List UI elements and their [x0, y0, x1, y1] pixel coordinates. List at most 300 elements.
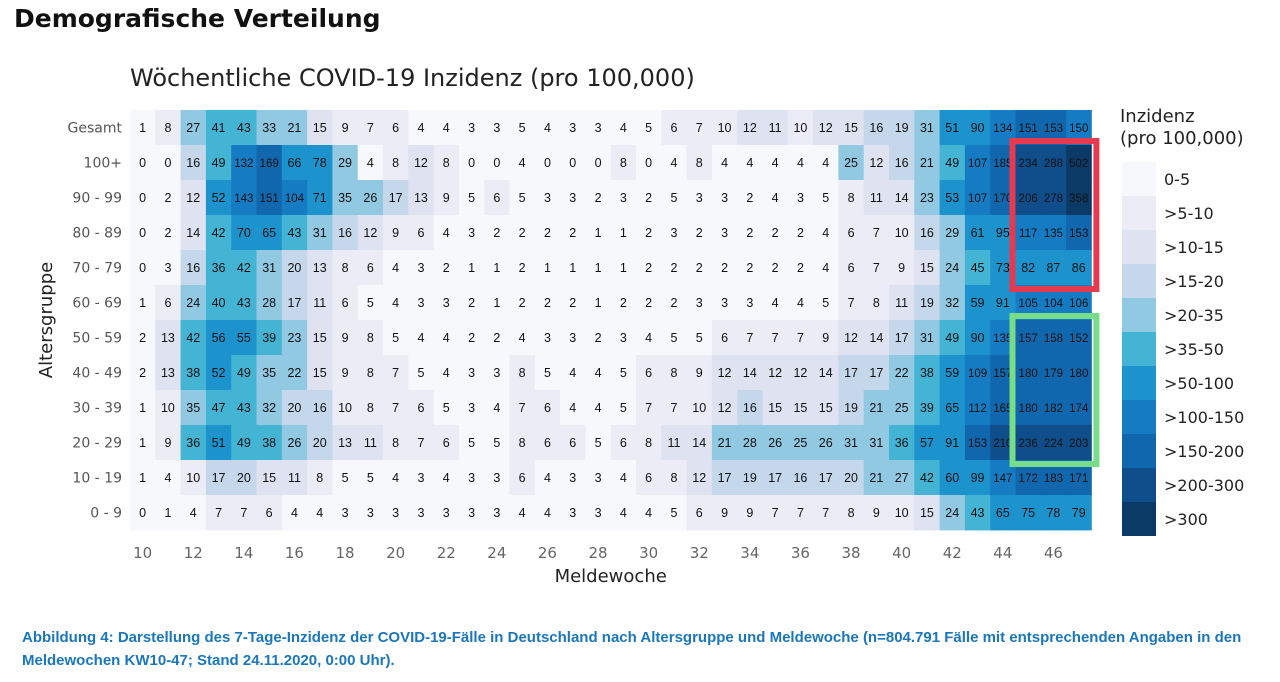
cell-value-label: 0 — [139, 156, 147, 170]
cell-value-label: 70 — [236, 226, 251, 240]
legend-label: >50-100 — [1164, 374, 1235, 393]
cell-value-label: 38 — [919, 366, 934, 380]
cell-value-label: 150 — [1069, 123, 1089, 135]
cell-value-label: 4 — [822, 226, 830, 240]
cell-value-label: 3 — [366, 506, 374, 520]
legend-label: >300 — [1164, 510, 1208, 529]
cell-value-label: 147 — [993, 473, 1013, 485]
cell-value-label: 7 — [746, 331, 754, 345]
cell-value-label: 0 — [468, 156, 476, 170]
cell-value-label: 15 — [793, 401, 808, 415]
cell-value-label: 19 — [844, 401, 859, 415]
cell-value-label: 43 — [287, 226, 302, 240]
cell-value-label: 3 — [468, 226, 476, 240]
cell-value-label: 31 — [869, 436, 884, 450]
cell-value-label: 4 — [619, 506, 627, 520]
cell-value-label: 9 — [721, 506, 729, 520]
cell-value-label: 12 — [818, 121, 833, 135]
cell-value-label: 4 — [619, 471, 627, 485]
cell-value-label: 35 — [262, 366, 277, 380]
cell-value-label: 15 — [312, 331, 327, 345]
x-tick-label: 22 — [436, 544, 456, 562]
cell-value-label: 21 — [869, 471, 884, 485]
legend-swatch — [1122, 196, 1156, 230]
cell-value-label: 53 — [945, 191, 960, 205]
cell-value-label: 9 — [341, 331, 349, 345]
cell-value-label: 3 — [493, 366, 501, 380]
cell-value-label: 2 — [139, 366, 147, 380]
cell-value-label: 9 — [164, 436, 172, 450]
cell-value-label: 1 — [594, 261, 602, 275]
cell-value-label: 3 — [468, 471, 476, 485]
cell-value-label: 9 — [898, 261, 906, 275]
legend-swatch — [1122, 162, 1156, 196]
cell-value-label: 5 — [543, 366, 551, 380]
cell-value-label: 4 — [796, 156, 804, 170]
y-tick-label: 10 - 19 — [72, 470, 122, 487]
cell-value-label: 8 — [619, 156, 627, 170]
cell-value-label: 4 — [316, 506, 324, 520]
cell-value-label: 23 — [287, 331, 302, 345]
cell-value-label: 39 — [919, 401, 934, 415]
y-tick-label: 20 - 29 — [72, 435, 122, 452]
cell-value-label: 4 — [619, 121, 627, 135]
cell-value-label: 2 — [670, 261, 678, 275]
cell-value-label: 1 — [493, 296, 501, 310]
cell-value-label: 12 — [717, 401, 732, 415]
cell-value-label: 151 — [259, 193, 279, 205]
cell-value-label: 7 — [872, 261, 880, 275]
cell-value-label: 42 — [211, 226, 226, 240]
cell-value-label: 12 — [692, 471, 707, 485]
cell-value-label: 4 — [746, 156, 754, 170]
cell-value-label: 15 — [919, 261, 934, 275]
cell-value-label: 2 — [746, 191, 754, 205]
cell-value-label: 39 — [262, 331, 277, 345]
cell-value-label: 179 — [1043, 368, 1064, 380]
cell-value-label: 12 — [186, 191, 201, 205]
cell-value-label: 4 — [189, 506, 197, 520]
cell-value-label: 5 — [366, 296, 374, 310]
cell-value-label: 66 — [287, 156, 302, 170]
cell-value-label: 5 — [417, 366, 425, 380]
cell-value-label: 5 — [822, 191, 830, 205]
cell-value-label: 12 — [742, 121, 757, 135]
cell-value-label: 6 — [392, 121, 400, 135]
cell-value-label: 8 — [670, 471, 678, 485]
cell-value-label: 8 — [847, 191, 855, 205]
cell-value-label: 203 — [1069, 438, 1089, 450]
cell-value-label: 6 — [619, 436, 627, 450]
cell-value-label: 2 — [594, 191, 602, 205]
cell-value-label: 29 — [338, 156, 353, 170]
cell-value-label: 5 — [518, 121, 526, 135]
cell-value-label: 1 — [139, 121, 147, 135]
cell-value-label: 16 — [338, 226, 353, 240]
cell-value-label: 20 — [844, 471, 859, 485]
y-tick-label: 60 - 69 — [72, 295, 122, 312]
cell-value-label: 8 — [645, 436, 653, 450]
cell-value-label: 5 — [341, 471, 349, 485]
cell-value-label: 3 — [796, 191, 804, 205]
cell-value-label: 8 — [392, 436, 400, 450]
cell-value-label: 2 — [493, 226, 501, 240]
cell-value-label: 236 — [1018, 438, 1038, 450]
cell-value-label: 43 — [236, 121, 251, 135]
cell-value-label: 1 — [569, 261, 577, 275]
cell-value-label: 7 — [695, 121, 703, 135]
cell-value-label: 36 — [894, 436, 909, 450]
cell-value-label: 52 — [211, 191, 226, 205]
cell-value-label: 79 — [1071, 506, 1086, 520]
cell-value-label: 0 — [139, 226, 147, 240]
legend-swatch — [1122, 298, 1156, 332]
cell-value-label: 60 — [945, 471, 960, 485]
cell-value-label: 12 — [793, 366, 808, 380]
cell-value-label: 10 — [186, 471, 201, 485]
cell-value-label: 6 — [847, 261, 855, 275]
cell-value-label: 4 — [569, 366, 577, 380]
cell-value-label: 2 — [695, 261, 703, 275]
cell-value-label: 5 — [695, 331, 703, 345]
cell-value-label: 31 — [919, 331, 934, 345]
cell-value-label: 27 — [894, 471, 909, 485]
cell-value-label: 25 — [844, 156, 859, 170]
cell-value-label: 29 — [945, 226, 960, 240]
cell-value-label: 3 — [569, 331, 577, 345]
legend-swatch — [1122, 366, 1156, 400]
cell-value-label: 6 — [721, 331, 729, 345]
cell-value-label: 25 — [894, 401, 909, 415]
cell-value-label: 2 — [569, 226, 577, 240]
cell-value-label: 180 — [1069, 368, 1089, 380]
cell-value-label: 7 — [670, 401, 678, 415]
cell-value-label: 3 — [417, 261, 425, 275]
cell-value-label: 12 — [363, 226, 378, 240]
cell-value-label: 6 — [442, 436, 450, 450]
cell-value-label: 4 — [721, 156, 729, 170]
cell-value-label: 3 — [619, 191, 627, 205]
cell-value-label: 8 — [366, 366, 374, 380]
legend-title: Inzidenz (pro 100,000) — [1120, 106, 1244, 149]
cell-value-label: 5 — [619, 366, 627, 380]
cell-value-label: 7 — [392, 401, 400, 415]
legend-swatch — [1122, 502, 1156, 536]
cell-value-label: 20 — [287, 261, 302, 275]
cell-value-label: 1 — [543, 261, 551, 275]
figure-caption: Abbildung 4: Darstellung des 7-Tage-Inzidenz der COVID-19-Fälle in Deutschland nach Altersgruppe und Meldewoche (n=804.791 Fälle mit entsprechenden Angaben in den Meldewochen KW10-47; Stand 24.11.2020, 0:00 Uhr). — [22, 629, 1242, 669]
cell-value-label: 171 — [1069, 473, 1089, 485]
cell-value-label: 4 — [442, 471, 450, 485]
cell-value-label: 75 — [1021, 506, 1036, 520]
cell-value-label: 12 — [717, 366, 732, 380]
cell-value-label: 47 — [211, 401, 226, 415]
cell-value-label: 95 — [995, 226, 1010, 240]
cell-value-label: 87 — [1046, 261, 1061, 275]
x-tick-label: 38 — [841, 544, 861, 562]
cell-value-label: 49 — [945, 331, 960, 345]
y-tick-label: 0 - 9 — [90, 505, 122, 522]
cell-value-label: 43 — [970, 506, 985, 520]
cell-value-label: 5 — [366, 471, 374, 485]
cell-value-label: 153 — [967, 438, 988, 450]
cell-value-label: 2 — [594, 331, 602, 345]
cell-value-label: 17 — [211, 471, 226, 485]
cell-value-label: 4 — [518, 331, 526, 345]
cell-value-label: 170 — [993, 193, 1013, 205]
cell-value-label: 0 — [164, 156, 172, 170]
cell-value-label: 5 — [670, 506, 678, 520]
cell-value-label: 86 — [1071, 261, 1086, 275]
cell-value-label: 180 — [1018, 368, 1038, 380]
cell-value-label: 21 — [287, 121, 302, 135]
cell-value-label: 4 — [645, 506, 653, 520]
cell-value-label: 12 — [869, 156, 884, 170]
cell-value-label: 3 — [392, 506, 400, 520]
cell-value-label: 1 — [139, 296, 147, 310]
cell-value-label: 90 — [970, 331, 985, 345]
cell-value-label: 132 — [234, 158, 254, 170]
cell-value-label: 38 — [262, 436, 277, 450]
cell-value-label: 10 — [793, 121, 808, 135]
cell-value-label: 7 — [417, 436, 425, 450]
cell-value-label: 8 — [392, 156, 400, 170]
y-tick-label: 90 - 99 — [72, 190, 122, 207]
cell-value-label: 20 — [312, 436, 327, 450]
cell-value-label: 45 — [970, 261, 985, 275]
cell-value-label: 3 — [417, 506, 425, 520]
cell-value-label: 9 — [442, 191, 450, 205]
cell-value-label: 5 — [594, 436, 602, 450]
cell-value-label: 1 — [139, 471, 147, 485]
cell-value-label: 26 — [818, 436, 833, 450]
cell-value-label: 51 — [945, 121, 960, 135]
cell-value-label: 1 — [619, 261, 627, 275]
cell-value-label: 19 — [894, 121, 909, 135]
cell-value-label: 38 — [186, 366, 201, 380]
cell-value-label: 2 — [518, 226, 526, 240]
cell-value-label: 2 — [645, 226, 653, 240]
cell-value-label: 11 — [768, 121, 782, 135]
cell-value-label: 16 — [312, 401, 327, 415]
y-tick-label: 70 - 79 — [72, 260, 122, 277]
cell-value-label: 8 — [366, 331, 374, 345]
legend-swatch — [1122, 230, 1156, 264]
cell-value-label: 6 — [417, 226, 425, 240]
cell-value-label: 4 — [366, 156, 374, 170]
chart-title: Wöchentliche COVID-19 Inzidenz (pro 100,000) — [130, 64, 695, 92]
cell-value-label: 2 — [721, 261, 729, 275]
cell-value-label: 4 — [822, 261, 830, 275]
cell-value-label: 13 — [312, 261, 327, 275]
legend-label: >200-300 — [1164, 476, 1245, 495]
cell-value-label: 4 — [569, 401, 577, 415]
cell-value-label: 56 — [211, 331, 226, 345]
cell-value-label: 36 — [211, 261, 226, 275]
cell-value-label: 3 — [468, 506, 476, 520]
cell-value-label: 2 — [645, 296, 653, 310]
cell-value-label: 4 — [417, 331, 425, 345]
cell-value-label: 73 — [995, 261, 1010, 275]
cell-value-label: 4 — [645, 331, 653, 345]
cell-value-label: 49 — [211, 156, 226, 170]
cell-value-label: 17 — [894, 331, 909, 345]
cell-value-label: 16 — [894, 156, 909, 170]
cell-value-label: 14 — [818, 366, 833, 380]
cell-value-label: 6 — [493, 191, 501, 205]
cell-value-label: 13 — [413, 191, 428, 205]
cell-value-label: 1 — [619, 226, 627, 240]
cell-value-label: 49 — [945, 156, 960, 170]
cell-value-label: 26 — [287, 436, 302, 450]
cell-value-label: 49 — [236, 436, 251, 450]
cell-value-label: 1 — [139, 436, 147, 450]
cell-value-label: 153 — [1043, 123, 1064, 135]
cell-value-label: 13 — [160, 331, 175, 345]
cell-value-label: 0 — [543, 156, 551, 170]
cell-value-label: 14 — [692, 436, 707, 450]
cell-value-label: 0 — [139, 261, 147, 275]
cell-value-label: 106 — [1069, 298, 1089, 310]
cell-value-label: 3 — [721, 226, 729, 240]
cell-value-label: 1 — [594, 226, 602, 240]
cell-value-label: 13 — [338, 436, 353, 450]
cell-value-label: 4 — [417, 121, 425, 135]
cell-value-label: 4 — [771, 191, 779, 205]
cell-value-label: 91 — [945, 436, 960, 450]
cell-value-label: 25 — [793, 436, 808, 450]
cell-value-label: 153 — [1069, 228, 1089, 240]
cell-value-label: 20 — [287, 401, 302, 415]
cell-value-label: 4 — [543, 471, 551, 485]
cell-value-label: 4 — [543, 121, 551, 135]
cell-value-label: 10 — [692, 401, 707, 415]
cell-value-label: 9 — [341, 366, 349, 380]
cell-value-label: 71 — [312, 191, 327, 205]
cell-value-label: 5 — [442, 401, 450, 415]
cell-value-label: 2 — [164, 226, 172, 240]
cell-value-label: 7 — [822, 506, 830, 520]
cell-value-label: 7 — [796, 331, 804, 345]
cell-value-label: 224 — [1043, 438, 1064, 450]
cell-value-label: 24 — [945, 261, 960, 275]
cell-value-label: 157 — [1018, 333, 1038, 345]
y-axis-label: Altersgruppe — [36, 261, 57, 379]
cell-value-label: 31 — [844, 436, 859, 450]
cell-value-label: 2 — [164, 191, 172, 205]
x-tick-label: 44 — [993, 544, 1013, 562]
cell-value-label: 4 — [442, 331, 450, 345]
cell-value-label: 51 — [211, 436, 226, 450]
cell-value-label: 8 — [316, 471, 324, 485]
x-tick-label: 18 — [335, 544, 355, 562]
cell-value-label: 28 — [262, 296, 277, 310]
cell-value-label: 2 — [543, 296, 551, 310]
cell-value-label: 65 — [262, 226, 277, 240]
cell-value-label: 21 — [717, 436, 732, 450]
cell-value-label: 358 — [1069, 193, 1089, 205]
cell-value-label: 3 — [594, 121, 602, 135]
cell-value-label: 2 — [796, 226, 804, 240]
cell-value-label: 2 — [619, 296, 627, 310]
cell-value-label: 15 — [919, 506, 934, 520]
cell-value-label: 9 — [341, 121, 349, 135]
cell-value-label: 2 — [518, 261, 526, 275]
cell-value-label: 7 — [796, 506, 804, 520]
cell-value-label: 4 — [442, 226, 450, 240]
cell-value-label: 7 — [771, 331, 779, 345]
cell-value-label: 6 — [164, 296, 172, 310]
cell-value-label: 6 — [645, 366, 653, 380]
cell-value-label: 3 — [721, 191, 729, 205]
cell-value-label: 4 — [518, 156, 526, 170]
cell-value-label: 15 — [818, 401, 833, 415]
cell-value-label: 107 — [967, 158, 988, 170]
x-axis-label: Meldewoche — [554, 566, 667, 587]
cell-value-label: 5 — [619, 401, 627, 415]
cell-value-label: 172 — [1018, 473, 1038, 485]
cell-value-label: 32 — [262, 401, 277, 415]
cell-value-label: 0 — [645, 156, 653, 170]
cell-value-label: 15 — [768, 401, 783, 415]
cell-value-label: 7 — [771, 506, 779, 520]
cell-value-label: 8 — [442, 156, 450, 170]
cell-value-label: 185 — [993, 158, 1013, 170]
cell-value-label: 278 — [1043, 193, 1064, 205]
cell-value-label: 10 — [338, 401, 353, 415]
cell-value-label: 0 — [493, 156, 501, 170]
cell-value-label: 32 — [945, 296, 960, 310]
cell-value-label: 135 — [993, 333, 1013, 345]
cell-value-label: 3 — [695, 191, 703, 205]
cell-value-label: 288 — [1043, 158, 1064, 170]
cell-value-label: 43 — [236, 401, 251, 415]
cell-value-label: 5 — [645, 121, 653, 135]
cell-value-label: 31 — [262, 261, 277, 275]
x-tick-label: 36 — [790, 544, 810, 562]
cell-value-label: 1 — [493, 261, 501, 275]
cell-value-label: 8 — [872, 296, 880, 310]
cell-value-label: 234 — [1018, 158, 1038, 170]
cell-value-label: 8 — [164, 121, 172, 135]
cell-value-label: 1 — [594, 296, 602, 310]
cell-value-label: 2 — [569, 296, 577, 310]
cell-value-label: 2 — [493, 331, 501, 345]
cell-value-label: 14 — [186, 226, 201, 240]
x-tick-label: 32 — [689, 544, 709, 562]
cell-value-label: 3 — [670, 226, 678, 240]
cell-value-label: 16 — [186, 156, 201, 170]
cell-value-label: 17 — [388, 191, 403, 205]
cell-value-label: 15 — [312, 121, 327, 135]
legend-swatch — [1122, 264, 1156, 298]
cell-value-label: 6 — [543, 401, 551, 415]
cell-value-label: 55 — [236, 331, 251, 345]
cell-value-label: 13 — [160, 366, 175, 380]
cell-value-label: 8 — [670, 366, 678, 380]
cell-value-label: 3 — [468, 366, 476, 380]
cell-value-label: 10 — [160, 401, 175, 415]
cell-value-label: 1 — [468, 261, 476, 275]
cell-value-label: 12 — [413, 156, 428, 170]
x-tick-label: 42 — [942, 544, 962, 562]
cell-value-label: 2 — [543, 226, 551, 240]
legend-label: >35-50 — [1164, 340, 1224, 359]
cell-value-label: 6 — [265, 506, 273, 520]
cell-value-label: 17 — [287, 296, 302, 310]
cell-value-label: 2 — [771, 226, 779, 240]
cell-value-label: 2 — [518, 296, 526, 310]
